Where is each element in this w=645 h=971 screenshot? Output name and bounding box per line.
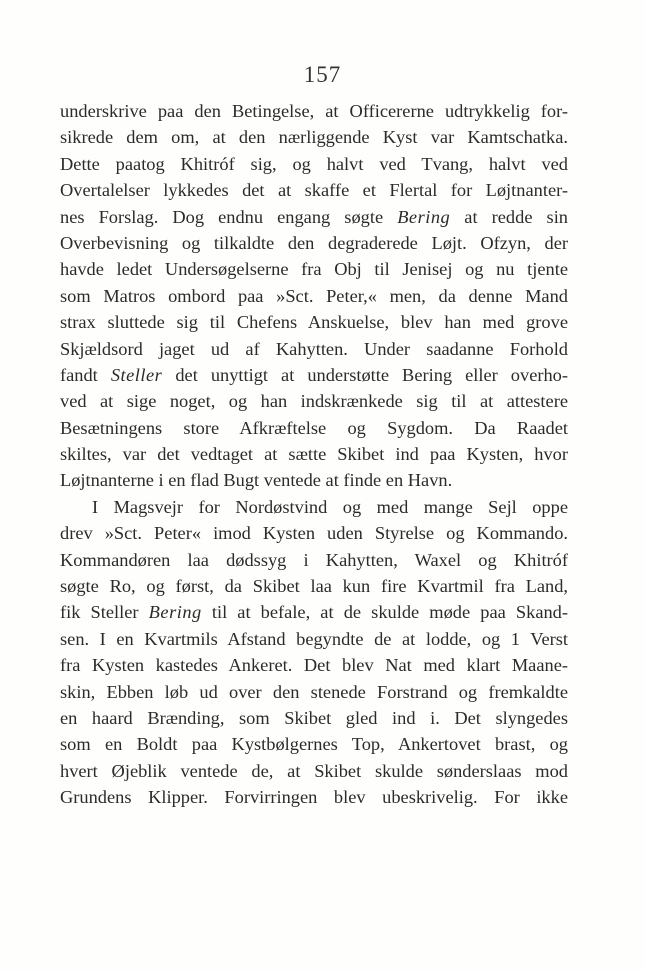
text-line: som Matros ombord paa »Sct. Peter,« men, da denne Mand <box>60 285 568 306</box>
text-line: strax sluttede sig til Chefens Anskuelse, blev han med grove <box>60 312 568 333</box>
text-line: en haard Brænding, som Skibet gled ind i. Det slyngedes <box>60 707 568 728</box>
body-text <box>60 98 568 811</box>
text-line: Overtalelser lykkedes det at skaffe et Flertal for Løjtnanter- <box>60 180 568 201</box>
text-line: skiltes, var det vedtaget at sætte Skibet ind paa Kysten, hvor <box>60 444 568 465</box>
page-number: 157 <box>303 62 342 87</box>
text-line: Dette paatog Khitróf sig, og halvt ved Tvang, halvt ved <box>60 153 568 174</box>
text-line: sen. I en Kvartmils Afstand begyndte de at lodde, og 1 Verst <box>60 628 568 649</box>
text-line: skin, Ebben løb ud over den stenede Forstrand og fremkaldte <box>60 681 568 702</box>
text-line: drev »Sct. Peter« imod Kysten uden Styrelse og Kommando. <box>60 523 568 544</box>
text-line: Skjældsord jaget ud af Kahytten. Under saadanne Forhold <box>60 338 568 359</box>
italic-name-bering: Bering <box>397 206 451 227</box>
text-line: søgte Ro, og først, da Skibet laa kun fire Kvartmil fra Land, <box>60 576 568 597</box>
text-line: havde ledet Undersøgelserne fra Obj til Jenisej og nu tjente <box>60 259 568 280</box>
text-line: Kommandøren laa dødssyg i Kahytten, Waxel og Khitróf <box>60 549 568 570</box>
text-line: Grundens Klipper. Forvirringen blev ubeskrivelig. For ikke <box>60 787 568 808</box>
text-line: Overbevisning og tilkaldte den degraderede Løjt. Ofzyn, der <box>60 232 568 253</box>
text-line: Besætningens store Afkræftelse og Sygdom. Da Raadet <box>60 417 568 438</box>
text-line-paragraph-end: Løjtnanterne i en flad Bugt ventede at finde en Havn. <box>60 470 453 491</box>
text-line: underskrive paa den Betingelse, at Officererne udtrykkelig for- <box>60 101 568 121</box>
text-line: fandt Steller det unyttigt at understøtte Bering eller overho- <box>60 364 568 385</box>
text-line: fik Steller Bering til at befale, at de skulde møde paa Skand- <box>60 602 568 623</box>
text-line: sikrede dem om, at den nærliggende Kyst var Kamtschatka. <box>60 127 568 148</box>
text-line: ved at sige noget, og han indskrænkede sig til at attestere <box>60 391 568 412</box>
text-line: fra Kysten kastedes Ankeret. Det blev Nat med klart Maane- <box>60 655 568 676</box>
text-line: hvert Øjeblik ventede de, at Skibet skulde sønderslaas mod <box>60 760 568 781</box>
text-line: nes Forslag. Dog endnu engang søgte Bering at redde sin <box>60 206 568 227</box>
italic-name-bering: Bering <box>148 602 202 623</box>
text-line-paragraph-start: I Magsvejr for Nordøstvind og med mange Sejl oppe <box>92 496 568 517</box>
text-line: som en Boldt paa Kystbølgernes Top, Ankertovet brast, og <box>60 734 568 755</box>
italic-name-steller: Steller <box>110 364 163 385</box>
